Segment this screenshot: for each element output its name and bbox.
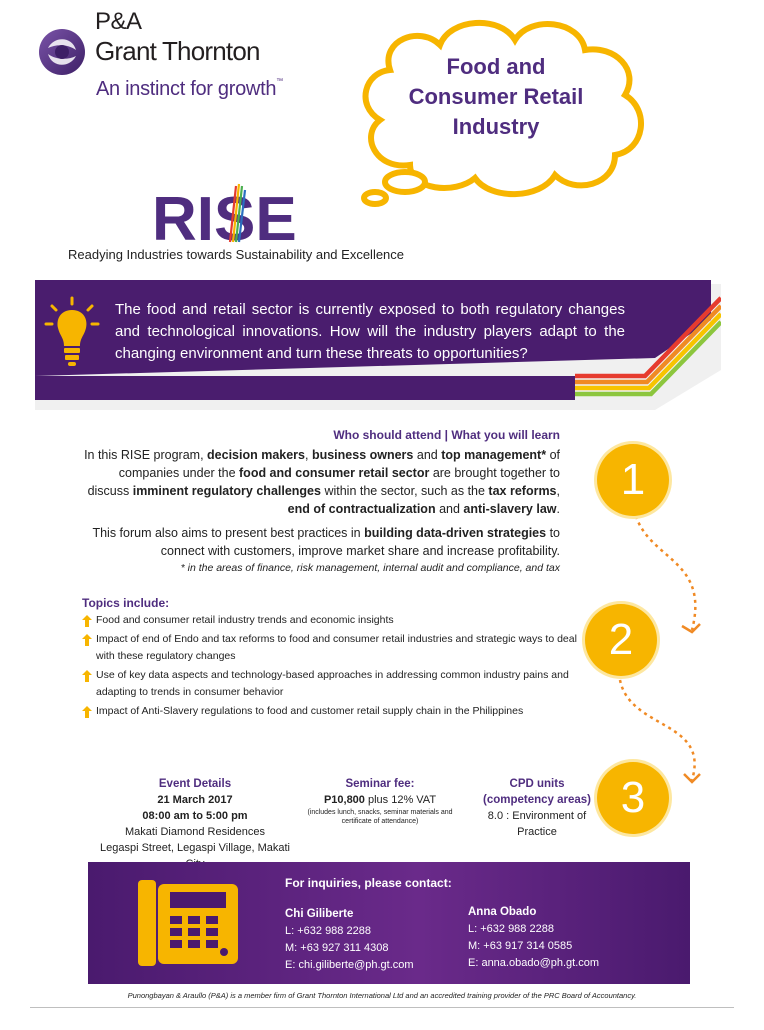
lightbulb-icon xyxy=(44,296,100,370)
step-circle-3: 3 xyxy=(597,762,669,834)
intro-p1-run: decision makers xyxy=(207,448,305,462)
topics-heading: Topics include: xyxy=(82,596,170,610)
topic-item: Food and consumer retail industry trends and economic insights xyxy=(80,612,580,629)
event-details-heading: Event Details xyxy=(158,778,232,790)
contact-email[interactable]: E: anna.obado@ph.gt.com xyxy=(468,957,600,969)
seminar-fee-heading: Seminar fee: xyxy=(345,778,415,790)
fee-amount: P10,800 plus 12% VAT xyxy=(323,794,437,806)
event-address: Legaspi Street, Legaspi Village, Makati xyxy=(100,842,290,854)
rise-logo xyxy=(150,182,350,246)
intro-p1-run: end of contractualization xyxy=(287,502,436,516)
up-arrow-icon xyxy=(82,706,92,718)
contact-mobile[interactable]: M: +63 917 314 0585 xyxy=(468,940,573,952)
intro-p1-run: business owners xyxy=(311,448,414,462)
svg-text:RISE: RISE xyxy=(152,185,297,246)
cpd-value: 8.0 : Environment of Practice xyxy=(487,810,587,838)
intro-p1-run: In this RISE program, xyxy=(84,448,208,462)
cpd-units xyxy=(472,776,602,840)
intro-p1-run: , xyxy=(305,448,312,462)
cpd-heading: CPD units xyxy=(509,778,565,790)
contact-name: Chi Giliberte xyxy=(285,908,354,920)
brand-name-line2: Grant Thornton xyxy=(95,36,260,66)
up-arrow-icon xyxy=(82,634,92,646)
banner-text: The food and retail sector is currently exposed to both regulatory changes and technological innovations. How will the industry players adapt to the changing environment and turn these threats to opportunities? xyxy=(115,301,625,362)
up-arrow-icon xyxy=(82,615,92,627)
grant-thornton-logo-icon xyxy=(38,28,86,76)
topic-item: Use of key data aspects and technology-based approaches in addressing common industry pains and adapting to trends in consumer behavior xyxy=(80,667,580,701)
intro-paragraph xyxy=(80,446,560,518)
brand-name-line1: P&A xyxy=(95,8,142,35)
contact-person-2 xyxy=(468,904,599,972)
contact-person-1 xyxy=(285,906,414,974)
seminar-fee xyxy=(305,776,455,826)
intro-p2-run: This forum also aims to present best practices in xyxy=(92,526,365,540)
cpd-subheading: (competency areas) xyxy=(482,794,592,806)
intro-p2-run: building data-driven strategies xyxy=(364,526,547,540)
who-should-attend-heading: Who should attend | What you will learn xyxy=(333,428,560,442)
footer-disclaimer: Punongbayan & Araullo (P&A) is a member firm of Grant Thornton International Ltd and an accredited training provider of the PRC Board of Accountancy. xyxy=(127,991,637,1000)
event-venue: Makati Diamond Residences xyxy=(124,826,265,838)
intro-p1-run: tax reforms xyxy=(488,484,557,498)
intro-p1-run: anti-slavery law xyxy=(463,502,557,516)
step-circle-1: 1 xyxy=(597,444,669,516)
topic-item: Impact of end of Endo and tax reforms to food and consumer retail industries and strategic ways to deal with these regulatory changes xyxy=(80,631,580,665)
event-time: 08:00 am to 5:00 pm xyxy=(142,810,248,822)
contact-mobile[interactable]: M: +63 927 311 4308 xyxy=(285,942,389,954)
intro-p1-run: top management* xyxy=(441,448,547,462)
intro-p1-run: of companies under the xyxy=(118,448,560,480)
intro-footnote: * in the areas of finance, risk management, internal audit and compliance, and tax xyxy=(180,562,560,574)
rise-subtitle: Readying Industries towards Sustainability and Excellence xyxy=(68,247,405,262)
contact-email[interactable]: E: chi.giliberte@ph.gt.com xyxy=(285,959,414,971)
intro-p1-run: are brought together to discuss xyxy=(87,466,560,498)
brand-tagline: An instinct for growth™ xyxy=(96,78,283,100)
fee-note: (includes lunch, snacks, seminar materials and certificate of attendance) xyxy=(307,809,453,825)
intro-p1-run: within the sector, such as the xyxy=(320,484,489,498)
cloud-title: Food and Consumer Retail Industry xyxy=(408,54,584,139)
intro-p1-run: and xyxy=(413,448,442,462)
intro-p1-run: . xyxy=(556,502,560,516)
intro-p2-run: to connect with customers, improve market share and increase profitability. xyxy=(160,526,560,558)
up-arrow-icon xyxy=(82,670,92,682)
telephone-icon xyxy=(110,872,250,972)
step-circle-2: 2 xyxy=(585,604,657,676)
intro-p1-run: food and consumer retail sector xyxy=(239,466,430,480)
intro-paragraph-2 xyxy=(80,524,560,560)
contact-name: Anna Obado xyxy=(468,906,537,918)
footer-divider xyxy=(30,1007,734,1008)
intro-p1-run: imminent regulatory challenges xyxy=(132,484,321,498)
event-date: 21 March 2017 xyxy=(157,794,233,806)
topic-item: Impact of Anti-Slavery regulations to food and customer retail supply chain in the Philippines xyxy=(80,703,580,720)
event-details xyxy=(95,776,295,872)
contact-landline[interactable]: L: +632 988 2288 xyxy=(468,923,554,935)
intro-p1-run: and xyxy=(435,502,464,516)
intro-p1-run: , xyxy=(556,484,560,498)
topics-list xyxy=(80,612,580,722)
contact-heading: For inquiries, please contact: xyxy=(285,876,452,890)
contact-landline[interactable]: L: +632 988 2288 xyxy=(285,925,371,937)
